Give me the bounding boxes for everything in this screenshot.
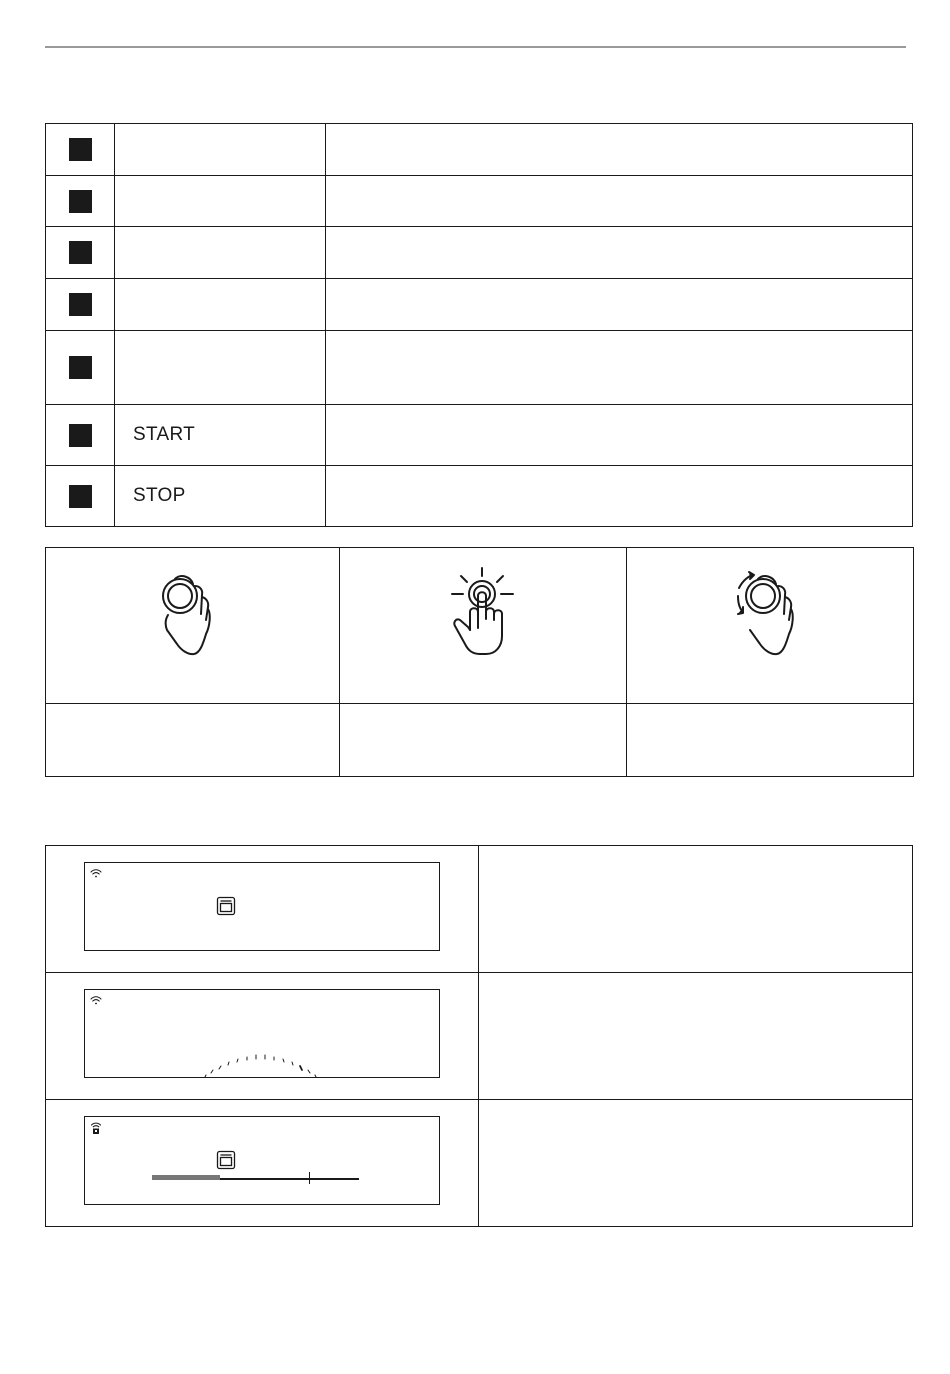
control-row [46, 279, 913, 331]
display-row [46, 846, 913, 973]
top-rule [45, 46, 906, 48]
temperature-scale-icon [201, 1050, 321, 1078]
control-description [326, 176, 913, 227]
control-description [326, 124, 913, 176]
control-description [326, 279, 913, 331]
control-row [46, 227, 913, 279]
control-name-start: START [115, 405, 326, 466]
number-marker [69, 241, 92, 264]
control-row [46, 176, 913, 227]
control-row [46, 124, 913, 176]
control-row-start [46, 405, 913, 466]
controls-table [45, 123, 913, 527]
gesture-cell-press [340, 548, 627, 704]
control-description [326, 405, 913, 466]
progress-fill [152, 1175, 220, 1180]
display-row [46, 973, 913, 1100]
control-number-cell [46, 466, 115, 527]
gesture-cell-grip [46, 548, 340, 704]
oven-icon [216, 896, 236, 916]
control-description [326, 466, 913, 527]
number-marker [69, 293, 92, 316]
wifi-icon [90, 994, 102, 1006]
display-example-cell [46, 1100, 479, 1227]
display-description [479, 846, 913, 973]
number-marker [69, 190, 92, 213]
control-description [326, 227, 913, 279]
control-number-cell [46, 227, 115, 279]
control-number-cell [46, 124, 115, 176]
wifi-icon [90, 867, 102, 879]
display-example-cell [46, 973, 479, 1100]
display-examples-table [45, 845, 913, 1227]
control-description [326, 331, 913, 405]
control-name [115, 227, 326, 279]
remote-lock-icon [90, 1121, 102, 1135]
control-name [115, 124, 326, 176]
control-number-cell [46, 279, 115, 331]
control-number-cell [46, 331, 115, 405]
display-example-cell [46, 846, 479, 973]
progress-track [152, 1178, 359, 1180]
number-marker [69, 485, 92, 508]
control-number-cell [46, 176, 115, 227]
control-name [115, 176, 326, 227]
display-description [479, 1100, 913, 1227]
control-name [115, 279, 326, 331]
display-screen [84, 862, 440, 951]
control-number-cell [46, 405, 115, 466]
control-row [46, 331, 913, 405]
control-name-stop: STOP [115, 466, 326, 527]
oven-icon [216, 1150, 236, 1170]
display-description [479, 973, 913, 1100]
display-row [46, 1100, 913, 1227]
progress-marker [309, 1172, 310, 1184]
display-screen [84, 989, 440, 1078]
number-marker [69, 424, 92, 447]
gesture-description [627, 704, 914, 777]
gesture-description [46, 704, 340, 777]
number-marker [69, 356, 92, 379]
gesture-cell-turn [627, 548, 914, 704]
gesture-description [340, 704, 627, 777]
finger-press-knob-icon [438, 564, 528, 659]
gestures-table [45, 547, 914, 777]
number-marker [69, 138, 92, 161]
hand-turn-knob-icon [725, 564, 815, 659]
control-row-stop [46, 466, 913, 527]
hand-grip-knob-icon [148, 564, 238, 659]
display-screen [84, 1116, 440, 1205]
control-name [115, 331, 326, 405]
